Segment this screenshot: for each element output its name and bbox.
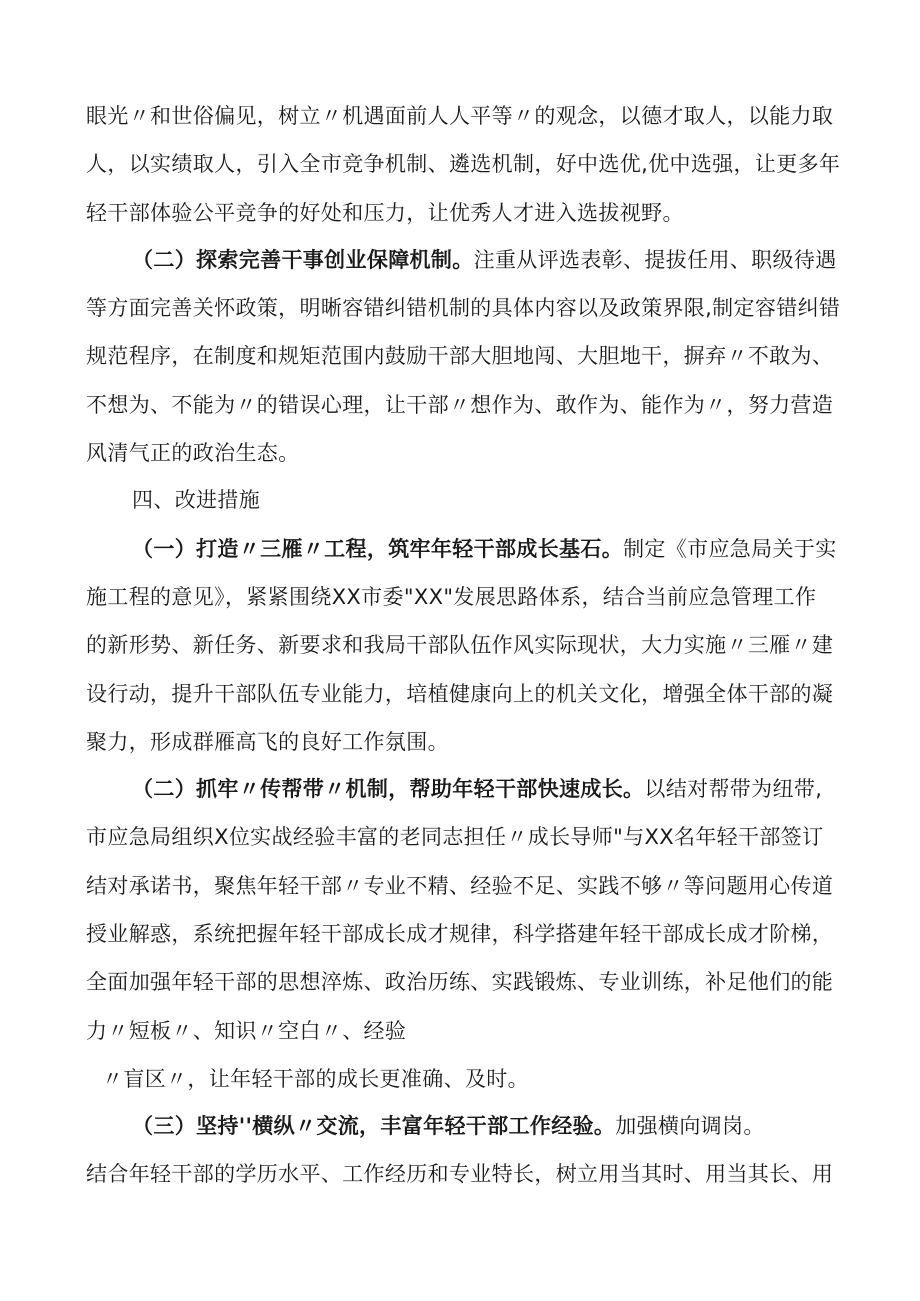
section-heading: 四、改进措施	[132, 488, 261, 512]
body-text-line: 结合年轻干部的学历水平、工作经历和专业特长，树立用当其时、用当其长、用	[86, 1162, 834, 1186]
body-text-line: 轻干部体验公平竞争的好处和压力，让优秀人才进入选拔视野。	[86, 201, 684, 225]
body-text-line: 风清气正的政治生态。	[86, 441, 300, 465]
subsection-paragraph-start	[132, 246, 837, 274]
body-text-line: 等方面完善关怀政策，明晰容错纠错机制的具体内容以及政策界限,制定容错纠错	[86, 296, 841, 320]
body-text-line: 聚力，形成群雁高飞的良好工作氛围。	[86, 730, 449, 754]
body-text-line: 规范程序，在制度和规矩范围内鼓励干部大胆地闯、大胆地干，摒弃〃不敢为、	[86, 344, 834, 368]
body-text-line: 市应急局组织X位实战经验丰富的老同志担任〃成长导师"与XX名年轻干部签订	[86, 825, 824, 849]
body-text-line: 人，以实绩取人，引入全市竞争机制、遴选机制，好中选优,优中选强，让更多年	[86, 152, 841, 176]
body-text: 注重从评选表彰、提拔任用、职级待遇	[473, 248, 837, 272]
subsection-paragraph-start	[132, 775, 822, 803]
body-text: 以结对帮带为纽带,	[644, 777, 823, 801]
subsection-heading: （三）坚持''横纵〃交流，丰富年轻干部工作经验。	[132, 1114, 616, 1138]
body-text-line: 施工程的意见》，紧紧围绕XX市委"XX"发展思路体系，结合当前应急管理工作	[86, 585, 817, 609]
body-text-line: 结对承诺书，聚焦年轻干部〃专业不精、经验不足、实践不够〃等问题用心传道	[86, 874, 834, 898]
body-text-line: 的新形势、新任务、新要求和我局干部队伍作风实际现状，大力实施〃三雁〃建	[86, 633, 834, 657]
body-text-line: 授业解惑，系统把握年轻干部成长成才规律，科学搭建年轻干部成长成才阶梯，	[86, 922, 834, 946]
body-text-line: 力〃短板〃、知识〃空白〃、经验	[86, 1019, 407, 1043]
subsection-paragraph-start	[132, 535, 837, 563]
body-text: 制定《市应急局关于实	[623, 537, 837, 561]
body-text-line: 不想为、不能为〃的错误心理，让干部〃想作为、敢作为、能作为〃，努力营造	[86, 393, 834, 417]
body-text-line: 设行动，提升干部队伍专业能力，培植健康向上的机关文化，增强全体干部的凝	[86, 682, 834, 706]
body-text-line: 眼光〃和世俗偏见，树立〃机遇面前人人平等〃的观念，以德才取人，以能力取	[86, 104, 834, 128]
subsection-heading: （二）探索完善干事创业保障机制。	[132, 248, 474, 272]
subsection-paragraph-start	[132, 1112, 765, 1140]
body-text-line: 〃盲区〃，让年轻干部的成长更准确、及时。	[102, 1067, 529, 1091]
body-text-line: 全面加强年轻干部的思想淬炼、政治历练、实践锻炼、专业训练，补足他们的能	[86, 970, 834, 994]
subsection-heading: （二）抓牢〃传帮带〃机制，帮助年轻干部快速成长。	[132, 777, 645, 801]
subsection-heading: （一）打造〃三雁〃工程，筑牢年轻干部成长基石。	[132, 537, 624, 561]
body-text: 加强横向调岗。	[615, 1114, 765, 1138]
